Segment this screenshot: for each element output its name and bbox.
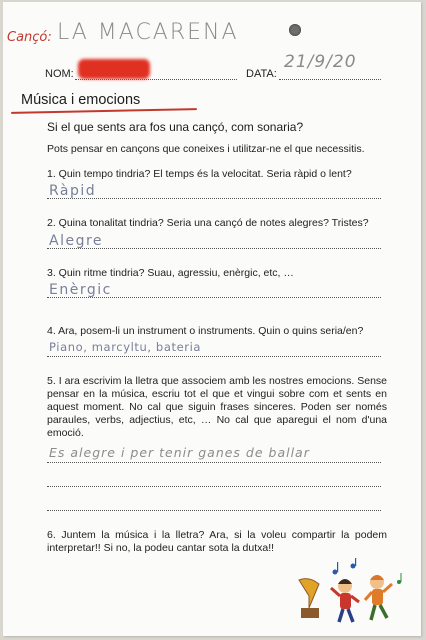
- gramophone-icon: [299, 579, 319, 618]
- song-title: LA MACARENA: [57, 20, 239, 45]
- punch-hole: [289, 24, 301, 36]
- name-line: [75, 79, 237, 80]
- answer-5: Es alegre i per tenir ganes de ballar: [49, 445, 310, 460]
- song-label: Cançó:: [7, 30, 52, 45]
- redacted-name: [78, 59, 150, 79]
- title-underline: [11, 108, 197, 114]
- date-label: DATA:: [246, 68, 277, 80]
- question-5: 5. I ara escrivim la lletra que associem amb les nostres emocions. Sense pensar en la música, escriu tot el que et vingui sobre com et sents en aquest moment. No cal que siguin frases sinceres. Poden ser només paraules, verbs, adjectius, etc, … No cal que aparegui el nom d'una emoció.: [47, 375, 387, 439]
- dancing-kids-gramophone-illustration: [295, 558, 413, 630]
- question-3: 3. Quin ritme tindria? Suau, agressiu, enèrgic, etc, …: [47, 267, 294, 279]
- answer-line-1: [47, 198, 381, 199]
- worksheet-page: [3, 2, 421, 636]
- question-2: 2. Quina tonalitat tindria? Seria una cançó de notes alegres? Tristes?: [47, 217, 369, 229]
- date-line: [279, 79, 381, 80]
- answer-line-5c: [47, 510, 381, 511]
- dancing-kid-orange-icon: [365, 575, 392, 620]
- name-label: NOM:: [45, 68, 74, 80]
- answer-1: Ràpid: [49, 183, 97, 199]
- intro-text: Pots pensar en cançons que coneixes i utilitzar-ne el que necessitis.: [47, 143, 365, 155]
- answer-3: Enèrgic: [49, 282, 112, 298]
- question-1: 1. Quin tempo tindria? El temps és la velocitat. Seria ràpid o lent?: [47, 168, 352, 180]
- question-4: 4. Ara, posem-li un instrument o instruments. Quin o quins seria/en?: [47, 325, 364, 337]
- answer-4: Piano, marcyltu, bateria: [49, 340, 202, 354]
- subtitle: Si el que sents ara fos una cançó, com sonaria?: [47, 120, 304, 134]
- date-value: 21/9/20: [284, 52, 357, 72]
- page-title: Música i emocions: [21, 92, 141, 108]
- dancing-kid-red-icon: [331, 579, 359, 622]
- answer-line-3: [47, 297, 381, 298]
- answer-line-4: [47, 356, 381, 357]
- answer-line-5b: [47, 486, 381, 487]
- answer-line-2: [47, 248, 381, 249]
- answer-line-5a: [47, 462, 381, 463]
- answer-2: Alegre: [49, 233, 104, 249]
- question-6: 6. Juntem la música i la lletra? Ara, si la voleu compartir la podem interpretar!! Si no, la podeu cantar sota la dutxa!!: [47, 529, 387, 554]
